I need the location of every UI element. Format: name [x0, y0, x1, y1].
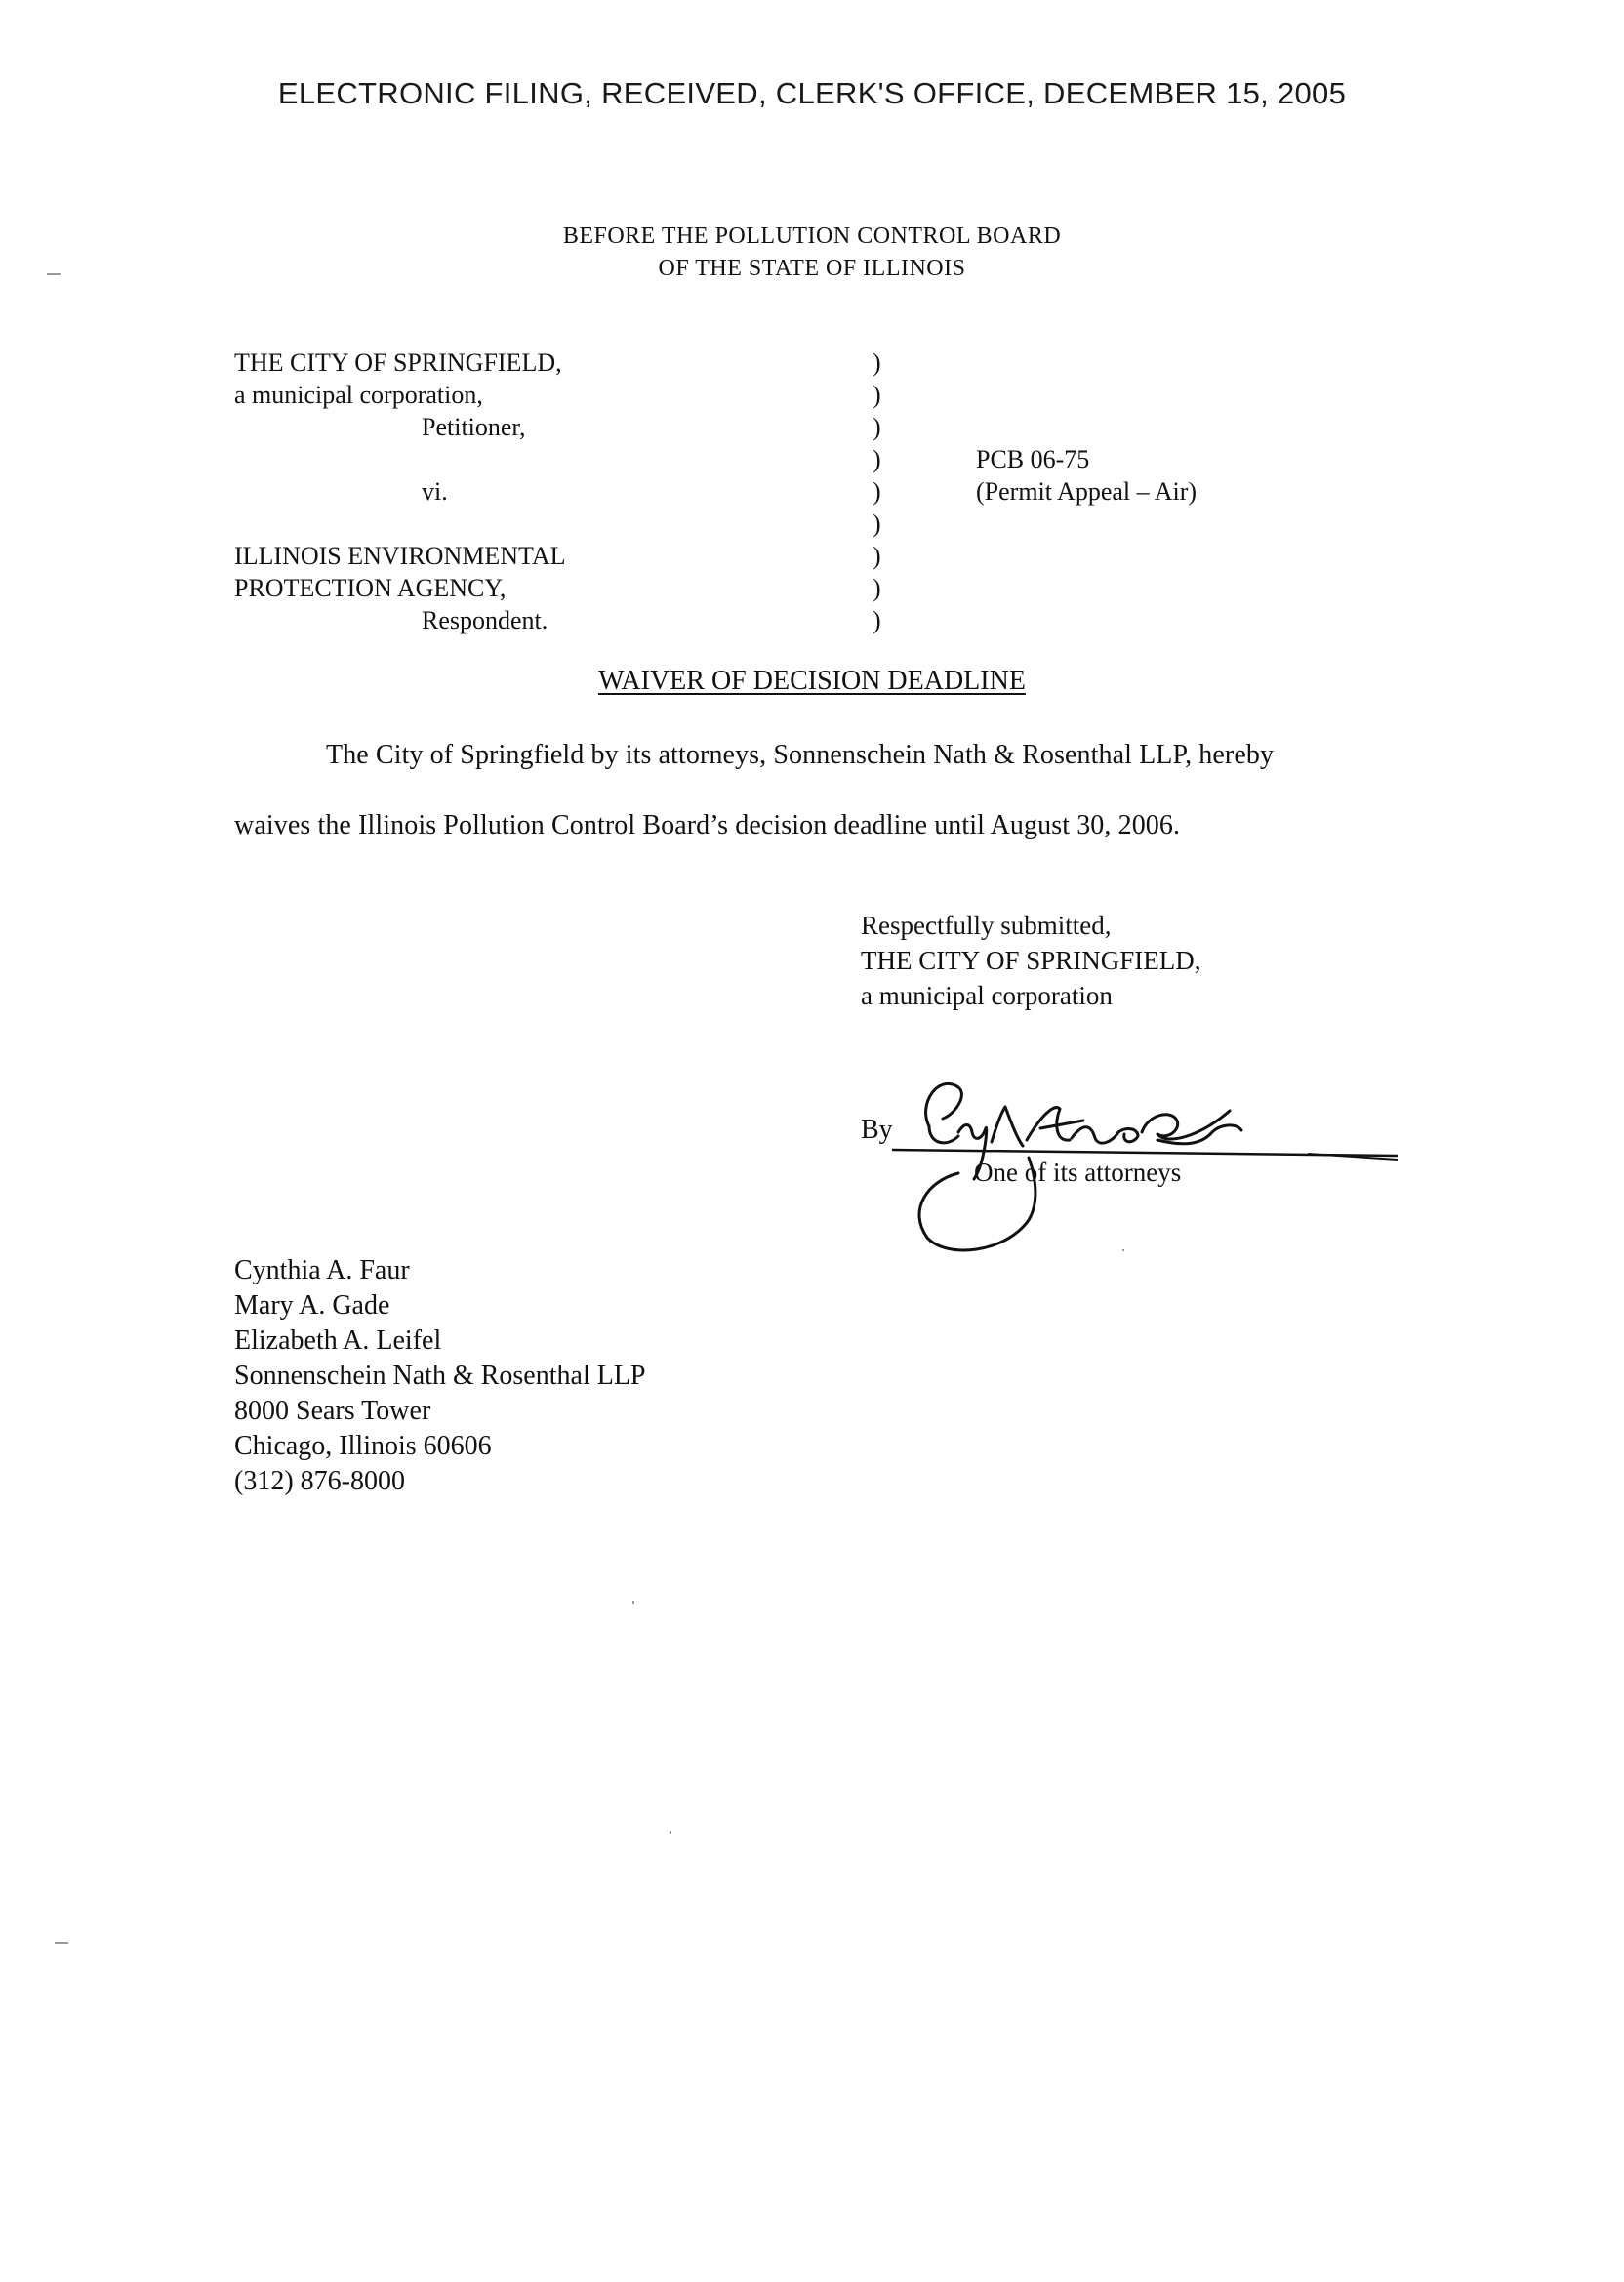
closing-line-2: THE CITY OF SPRINGFIELD, [861, 946, 1201, 975]
respondent-name-line-2: PROTECTION AGENCY, [234, 574, 507, 602]
caption-bracket: ) [873, 413, 881, 441]
scan-speck [632, 1601, 634, 1604]
handwritten-signature [849, 1064, 1415, 1259]
board-heading [0, 221, 1624, 285]
closing-block [861, 908, 1201, 1013]
respondent-name-line-1: ILLINOIS ENVIRONMENTAL [234, 542, 566, 570]
versus-label: vi. [422, 477, 448, 506]
case-info [976, 443, 1197, 508]
caption-bracket: ) [873, 542, 881, 570]
attorney-name: Cynthia A. Faur [234, 1255, 410, 1285]
closing-line-1: Respectfully submitted, [861, 911, 1112, 940]
scan-speck [55, 1942, 68, 1944]
case-type: (Permit Appeal – Air) [976, 477, 1198, 506]
respondent-role: Respondent. [422, 606, 548, 634]
petitioner-name: THE CITY OF SPRINGFIELD, [234, 348, 562, 377]
body-text-line-2: waives the Illinois Pollution Control Board’s decision deadline until August 30, 2006. [234, 810, 1181, 840]
caption-bracket: ) [873, 445, 881, 473]
attorney-name: Elizabeth A. Leifel [234, 1325, 442, 1356]
petitioner-role: Petitioner, [422, 413, 526, 441]
board-heading-line-2: OF THE STATE OF ILLINOIS [658, 256, 966, 281]
filing-stamp: ELECTRONIC FILING, RECEIVED, CLERK'S OFFICE, DECEMBER 15, 2005 [277, 76, 1347, 110]
caption-spacer [234, 443, 565, 475]
case-caption-parties [234, 346, 565, 636]
caption-spacer [234, 508, 565, 540]
closing-line-3: a municipal corporation [861, 981, 1113, 1010]
body-text-line-1: The City of Springfield by its attorneys, Sonnenschein Nath & Rosenthal LLP, hereby [326, 740, 1275, 770]
scan-speck [1122, 1249, 1124, 1251]
caption-bracket: ) [873, 348, 881, 377]
attorney-name: Mary A. Gade [234, 1290, 390, 1321]
case-number: PCB 06-75 [976, 445, 1090, 473]
signature-by-label: By [861, 1115, 893, 1145]
petitioner-description: a municipal corporation, [234, 381, 483, 409]
document-title [0, 666, 1624, 697]
signature-ink [919, 1083, 1241, 1250]
signature-role: One of its attorneys [974, 1158, 1182, 1187]
document-title-text: WAIVER OF DECISION DEADLINE [598, 666, 1026, 696]
board-heading-line-1: BEFORE THE POLLUTION CONTROL BOARD [562, 224, 1062, 249]
caption-bracket: ) [873, 606, 881, 634]
caption-bracket-column [873, 346, 881, 636]
caption-bracket: ) [873, 574, 881, 602]
caption-bracket: ) [873, 477, 881, 506]
caption-bracket: ) [873, 381, 881, 409]
scan-speck [670, 1831, 671, 1834]
firm-phone: (312) 876-8000 [234, 1466, 405, 1496]
attorney-block [234, 1253, 646, 1499]
caption-bracket: ) [873, 509, 881, 538]
scan-speck [47, 273, 61, 275]
law-firm-name: Sonnenschein Nath & Rosenthal LLP [234, 1361, 646, 1391]
firm-address-street: 8000 Sears Tower [234, 1396, 431, 1426]
firm-address-city: Chicago, Illinois 60606 [234, 1431, 492, 1461]
